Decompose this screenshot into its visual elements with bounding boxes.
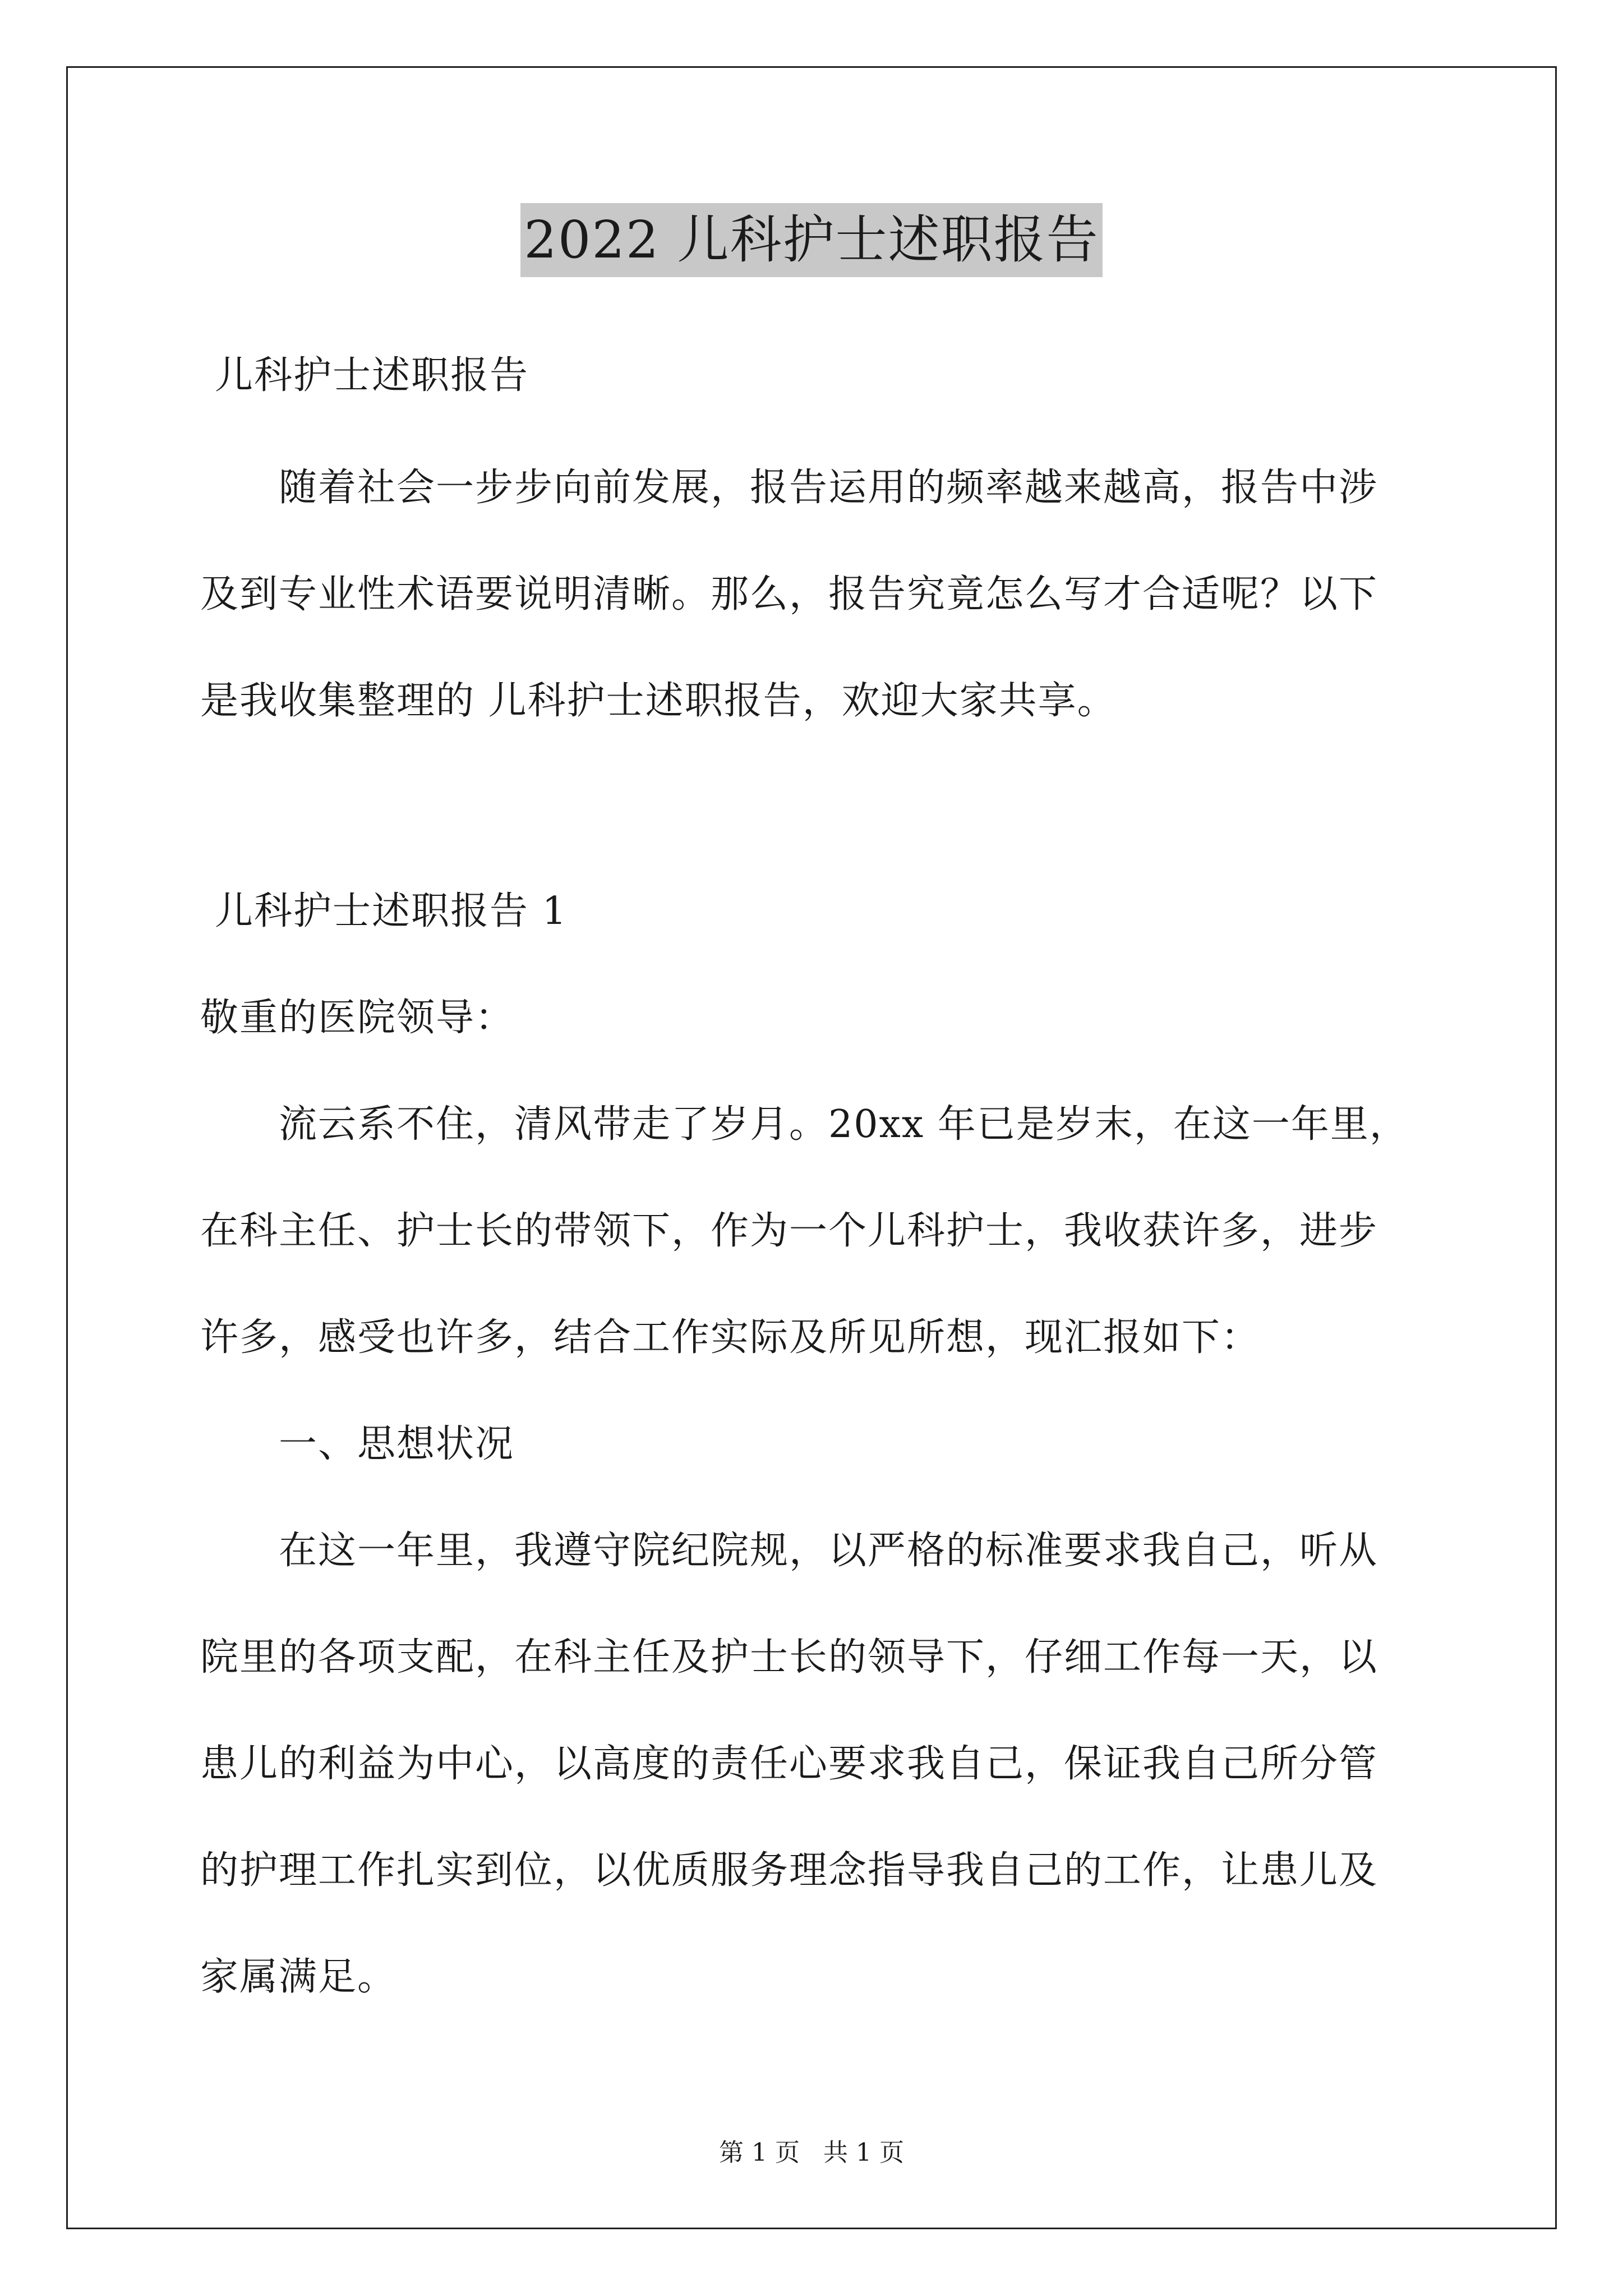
page-footer <box>0 2137 1623 2169</box>
document-title: 2022 儿科护士述职报告 <box>520 203 1102 277</box>
para2-line-5: 家属满足。 <box>200 1955 397 1999</box>
intro-line-2: 及到专业性术语要说明清晰。那么，报告究竟怎么写才合适呢？以下 <box>200 572 1378 616</box>
page-number: 第 1 页 <box>719 2138 800 2167</box>
salutation: 敬重的医院领导： <box>200 996 515 1040</box>
para2-line-3: 患儿的利益为中心，以高度的责任心要求我自己，保证我自己所分管 <box>200 1742 1378 1786</box>
intro-line-3: 是我收集整理的 儿科护士述职报告，欢迎大家共享。 <box>200 679 1117 723</box>
para1-line-1: 流云系不住，清风带走了岁月。20xx 年已是岁末，在这一年里， <box>279 1102 1409 1147</box>
page-total: 共 1 页 <box>823 2138 904 2167</box>
subheading-thoughts: 一、思想状况 <box>279 1422 515 1466</box>
section-heading: 儿科护士述职报告 1 <box>215 889 568 933</box>
intro-line-1: 随着社会一步步向前发展，报告运用的频率越来越高，报告中涉 <box>279 466 1378 510</box>
para2-line-4: 的护理工作扎实到位，以优质服务理念指导我自己的工作，让患儿及 <box>200 1848 1378 1893</box>
para1-line-3: 许多，感受也许多，结合工作实际及所见所想，现汇报如下： <box>200 1315 1261 1360</box>
para2-line-1: 在这一年里，我遵守院纪院规，以严格的标准要求我自己，听从 <box>279 1529 1378 1573</box>
title-container <box>0 203 1623 277</box>
para2-line-2: 院里的各项支配，在科主任及护士长的领导下，仔细工作每一天，以 <box>200 1635 1378 1680</box>
para1-line-2: 在科主任、护士长的带领下，作为一个儿科护士，我收获许多，进步 <box>200 1209 1378 1253</box>
intro-heading: 儿科护士述职报告 <box>215 353 529 398</box>
